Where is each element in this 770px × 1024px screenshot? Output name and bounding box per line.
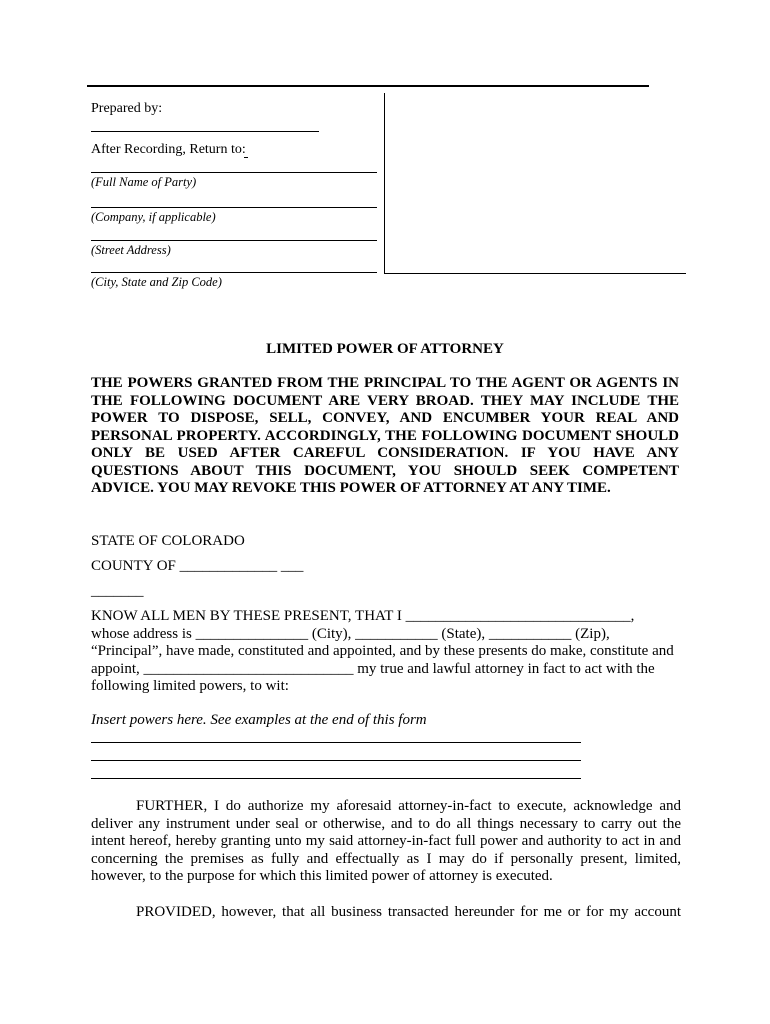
insert-powers-instruction: Insert powers here. See examples at the end of this form: [91, 712, 427, 728]
provided-paragraph: PROVIDED, however, that all business transacted hereunder for me or for my account: [136, 904, 681, 920]
county-continuation: _______: [91, 583, 144, 599]
after-recording-label: After Recording, Return to:: [91, 142, 246, 157]
full-name-caption: (Full Name of Party): [91, 175, 197, 189]
know-all-line-1[interactable]: KNOW ALL MEN BY THESE PRESENT, THAT I ______________________________,: [91, 608, 635, 624]
full-name-line[interactable]: [91, 172, 377, 173]
warning-text: THE POWERS GRANTED FROM THE PRINCIPAL TO THE AGENT OR AGENTS IN THE FOLLOWING DOCUMENT ARE VERY BROAD. THEY MAY INCLUDE THE POWER TO DISPOSE, SELL, CONVEY, AND ENCUMBER YOUR REAL AND PERSONAL PROPERTY. ACCORDINGLY, THE FOLLOWING DOCUMENT SHOULD ONLY BE USED AFTER CAREFUL CONSIDERATION. IF YOU HAVE ANY QUESTIONS ABOUT THIS DOCUMENT, YOU SHOULD SEEK COMPETENT ADVICE. YOU MAY REVOKE THIS POWER OF ATTORNEY AT ANY TIME.: [91, 375, 679, 496]
recording-box-vertical-rule: [384, 93, 385, 274]
powers-line-1[interactable]: [91, 742, 581, 743]
company-line[interactable]: [91, 207, 377, 208]
powers-line-3[interactable]: [91, 778, 581, 779]
city-state-zip-line[interactable]: [91, 272, 377, 273]
recording-box-bottom-rule: [384, 273, 686, 274]
prepared-by-line[interactable]: [91, 131, 319, 132]
top-rule: [87, 85, 649, 87]
know-all-line-5: following limited powers, to wit:: [91, 678, 289, 694]
know-all-line-2[interactable]: whose address is _______________ (City), ___________ (State), ___________ (Zip),: [91, 626, 610, 642]
street-address-caption: (Street Address): [91, 243, 171, 257]
know-all-line-3: “Principal”, have made, constituted and appointed, and by these presents do make, constitute and: [91, 643, 674, 659]
company-caption: (Company, if applicable): [91, 210, 216, 224]
after-recording-underscore: [244, 157, 248, 158]
city-state-zip-caption: (City, State and Zip Code): [91, 275, 222, 289]
warning-paragraph: [91, 375, 679, 498]
know-all-line-4[interactable]: appoint, ____________________________ my true and lawful attorney in fact to act with the: [91, 661, 655, 677]
prepared-by-label: Prepared by:: [91, 101, 163, 116]
county-line[interactable]: COUNTY OF _____________ ___: [91, 558, 304, 574]
street-address-line[interactable]: [91, 240, 377, 241]
document-title: LIMITED POWER OF ATTORNEY: [266, 341, 504, 357]
state-line: STATE OF COLORADO: [91, 533, 245, 549]
powers-line-2[interactable]: [91, 760, 581, 761]
further-paragraph: FURTHER, I do authorize my aforesaid attorney-in-fact to execute, acknowledge and deliver any instrument under seal or otherwise, and to do all things necessary to carry out the intent hereof, hereby granting unto my said attorney-in-fact full power and authority to act in and concerning the premises as fully and effectually as I may do if personally present, limited, however, to the purpose for which this limited power of attorney is executed.: [91, 798, 681, 885]
